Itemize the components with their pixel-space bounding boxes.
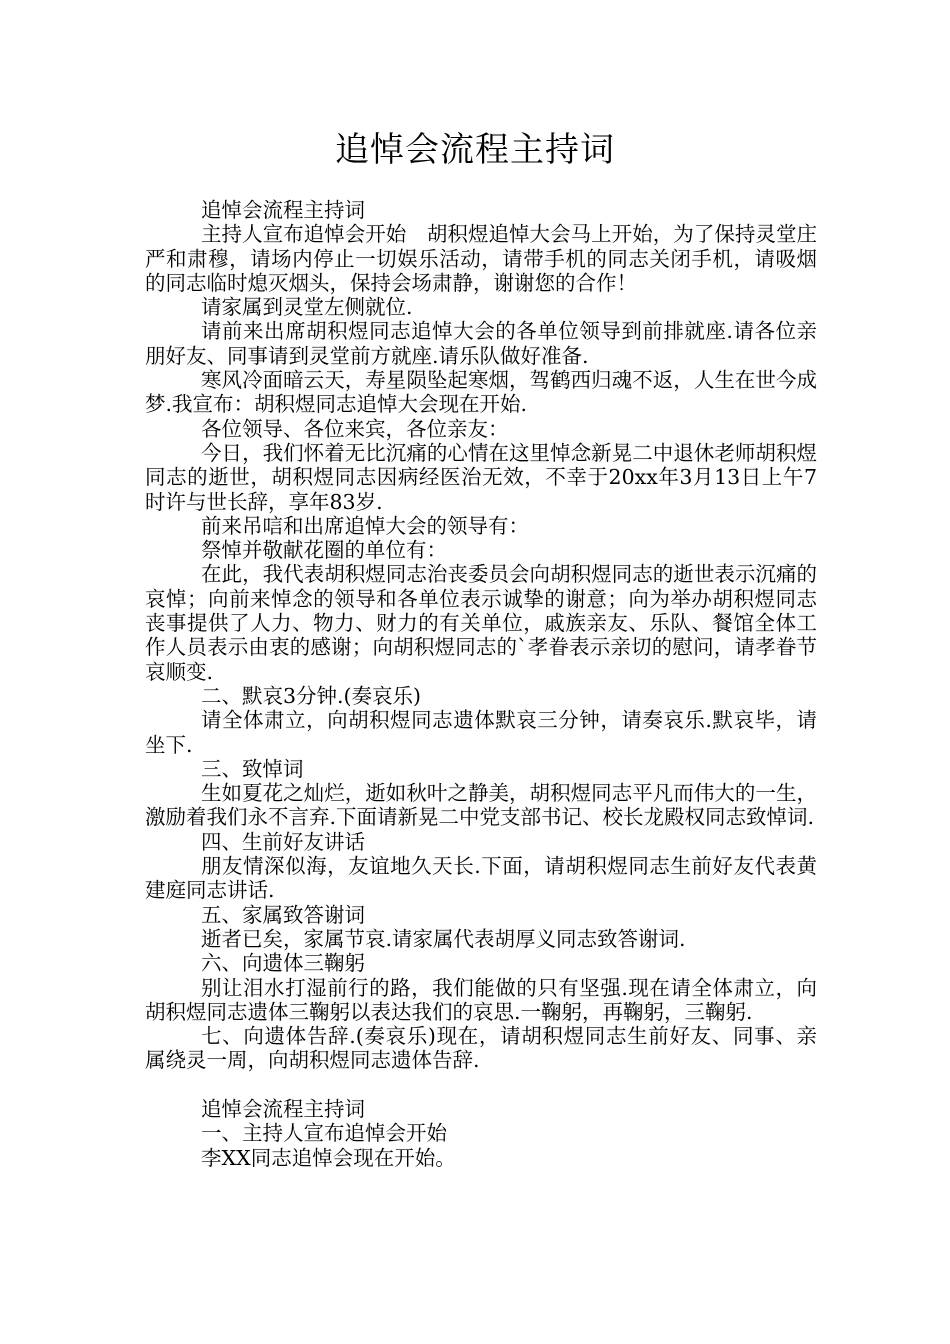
- paragraph: 请前来出席胡积煜同志追悼大会的各单位领导到前排就座.请各位亲朋好友、同事请到灵堂前方就座.请乐队做好准备.: [145, 319, 817, 368]
- section-heading: 六、向遗体三鞠躬: [201, 951, 365, 976]
- paragraph: 今日，我们怀着无比沉痛的心情在这里悼念新晃二中退休老师胡积煜同志的逝世，胡积煜同志因病经医治无效，不幸于20xx年3月13日上午7时许与世长辞，享年83岁.: [145, 440, 817, 514]
- paragraph: 祭悼并敬献花圈的单位有：: [201, 538, 447, 563]
- paragraph: 请家属到灵堂左侧就位.: [201, 295, 413, 320]
- paragraph-subtitle: 追悼会流程主持词: [201, 1096, 365, 1121]
- paragraph: 在此，我代表胡积煜同志治丧委员会向胡积煜同志的逝世表示沉痛的哀悼；向前来悼念的领导和各单位表示诚挚的谢意；向为举办胡积煜同志丧事提供了人力、物力、财力的有关单位，戚族亲友、乐队、餐馆全体工作人员表示由衷的感谢；向胡积煜同志的`孝眷表示亲切的慰问，请孝眷节哀顺变.: [145, 562, 817, 684]
- paragraph: 请全体肃立，向胡积煜同志遗体默哀三分钟，请奏哀乐.默哀毕，请坐下.: [145, 708, 817, 757]
- paragraph: 别让泪水打湿前行的路，我们能做的只有坚强.现在请全体肃立，向胡积煜同志遗体三鞠躬以表达我们的哀思.一鞠躬，再鞠躬，三鞠躬.: [145, 975, 817, 1024]
- paragraph: 前来吊唁和出席追悼大会的领导有：: [201, 513, 529, 538]
- paragraph: 朋友情深似海，友谊地久天长.下面，请胡积煜同志生前好友代表黄建庭同志讲话.: [145, 854, 817, 903]
- section-heading: 五、家属致答谢词: [201, 902, 365, 927]
- paragraph: 主持人宣布追悼会开始 胡积煜追悼大会马上开始，为了保持灵堂庄严和肃穆，请场内停止一切娱乐活动，请带手机的同志关闭手机，请吸烟的同志临时熄灭烟头，保持会场肃静，谢谢您的合作！: [145, 222, 817, 295]
- section-heading: 一、主持人宣布追悼会开始: [201, 1121, 447, 1146]
- section-heading: 四、生前好友讲话: [201, 829, 365, 854]
- document-body: [145, 198, 817, 1170]
- paragraph: 生如夏花之灿烂，逝如秋叶之静美，胡积煜同志平凡而伟大的一生，激励着我们永不言弃.下面请新晃二中党支部书记、校长龙殿权同志致悼词.: [145, 781, 817, 830]
- paragraph-subtitle: 追悼会流程主持词: [201, 198, 365, 222]
- paragraph: 寒风冷面暗云天，寿星陨坠起寒烟，驾鹤西归魂不返，人生在世今成梦.我宣布：胡积煜同志追悼大会现在开始.: [145, 368, 817, 417]
- blank-line: [145, 1073, 817, 1097]
- paragraph: 逝者已矣，家属节哀.请家属代表胡厚义同志致答谢词.: [201, 926, 686, 951]
- paragraph: 李XX同志追悼会现在开始。: [201, 1145, 456, 1170]
- section-heading: 二、默哀3分钟.(奏哀乐): [201, 683, 422, 708]
- document-title: 追悼会流程主持词: [335, 130, 615, 170]
- section-heading: 三、致悼词: [201, 756, 304, 781]
- paragraph: 七、向遗体告辞.(奏哀乐)现在，请胡积煜同志生前好友、同事、亲属绕灵一周，向胡积煜同志遗体告辞.: [145, 1024, 817, 1073]
- paragraph: 各位领导、各位来宾，各位亲友：: [201, 416, 509, 441]
